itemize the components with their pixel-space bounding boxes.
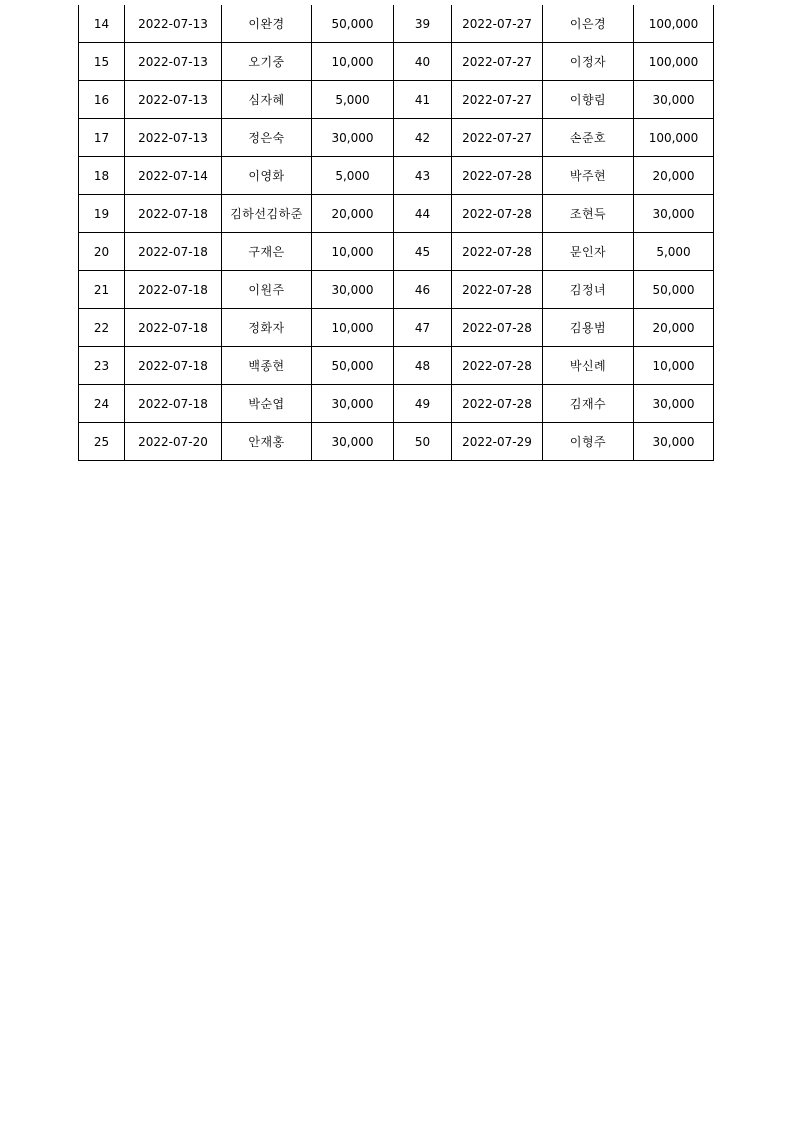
cell-no: 20: [79, 233, 125, 271]
cell-amount: 10,000: [634, 347, 714, 385]
cell-amount: 50,000: [634, 271, 714, 309]
table-row: [79, 233, 714, 271]
cell-no: 15: [79, 43, 125, 81]
cell-date: 2022-07-13: [125, 119, 222, 157]
cell-name: 박주현: [543, 157, 634, 195]
cell-amount: 30,000: [634, 423, 714, 461]
cell-no: 43: [394, 157, 452, 195]
table-row: [79, 423, 714, 461]
cell-no: 16: [79, 81, 125, 119]
cell-no: 49: [394, 385, 452, 423]
cell-amount: 50,000: [312, 5, 394, 43]
cell-date: 2022-07-27: [452, 119, 543, 157]
cell-no: 41: [394, 81, 452, 119]
cell-name: 정화자: [222, 309, 312, 347]
table-row: [79, 43, 714, 81]
table-row: [79, 309, 714, 347]
cell-no: 48: [394, 347, 452, 385]
cell-date: 2022-07-28: [452, 195, 543, 233]
cell-name: 손준호: [543, 119, 634, 157]
cell-date: 2022-07-13: [125, 81, 222, 119]
cell-date: 2022-07-28: [452, 309, 543, 347]
cell-date: 2022-07-28: [452, 271, 543, 309]
cell-no: 23: [79, 347, 125, 385]
cell-amount: 5,000: [312, 157, 394, 195]
cell-name: 이정자: [543, 43, 634, 81]
cell-date: 2022-07-27: [452, 5, 543, 43]
cell-no: 47: [394, 309, 452, 347]
cell-amount: 10,000: [312, 309, 394, 347]
cell-no: 17: [79, 119, 125, 157]
cell-date: 2022-07-18: [125, 233, 222, 271]
cell-name: 구재은: [222, 233, 312, 271]
cell-no: 19: [79, 195, 125, 233]
cell-amount: 10,000: [312, 43, 394, 81]
cell-amount: 5,000: [634, 233, 714, 271]
cell-date: 2022-07-29: [452, 423, 543, 461]
cell-date: 2022-07-27: [452, 81, 543, 119]
cell-date: 2022-07-18: [125, 309, 222, 347]
cell-name: 정은숙: [222, 119, 312, 157]
donation-table: [78, 5, 714, 461]
table-row: [79, 119, 714, 157]
cell-amount: 10,000: [312, 233, 394, 271]
cell-date: 2022-07-28: [452, 347, 543, 385]
cell-date: 2022-07-28: [452, 385, 543, 423]
cell-amount: 20,000: [312, 195, 394, 233]
cell-date: 2022-07-18: [125, 195, 222, 233]
cell-no: 44: [394, 195, 452, 233]
cell-name: 이형주: [543, 423, 634, 461]
cell-amount: 30,000: [312, 385, 394, 423]
cell-name: 백종현: [222, 347, 312, 385]
cell-no: 18: [79, 157, 125, 195]
cell-no: 25: [79, 423, 125, 461]
table-row: [79, 385, 714, 423]
cell-name: 박신례: [543, 347, 634, 385]
cell-amount: 100,000: [634, 5, 714, 43]
cell-amount: 30,000: [312, 423, 394, 461]
cell-no: 22: [79, 309, 125, 347]
cell-name: 김재수: [543, 385, 634, 423]
cell-name: 이향림: [543, 81, 634, 119]
cell-amount: 20,000: [634, 157, 714, 195]
cell-amount: 20,000: [634, 309, 714, 347]
cell-date: 2022-07-14: [125, 157, 222, 195]
cell-no: 21: [79, 271, 125, 309]
cell-name: 이은경: [543, 5, 634, 43]
cell-no: 14: [79, 5, 125, 43]
cell-amount: 30,000: [634, 385, 714, 423]
table-row: [79, 195, 714, 233]
cell-amount: 30,000: [634, 195, 714, 233]
cell-name: 김용범: [543, 309, 634, 347]
cell-date: 2022-07-28: [452, 233, 543, 271]
cell-amount: 5,000: [312, 81, 394, 119]
cell-no: 50: [394, 423, 452, 461]
cell-date: 2022-07-27: [452, 43, 543, 81]
cell-name: 안재홍: [222, 423, 312, 461]
cell-no: 46: [394, 271, 452, 309]
cell-name: 조현득: [543, 195, 634, 233]
cell-date: 2022-07-20: [125, 423, 222, 461]
cell-date: 2022-07-13: [125, 5, 222, 43]
cell-date: 2022-07-18: [125, 347, 222, 385]
table-row: [79, 347, 714, 385]
cell-no: 45: [394, 233, 452, 271]
cell-name: 김하선김하준: [222, 195, 312, 233]
table-row: [79, 157, 714, 195]
cell-amount: 30,000: [312, 119, 394, 157]
cell-date: 2022-07-28: [452, 157, 543, 195]
cell-amount: 30,000: [312, 271, 394, 309]
cell-no: 24: [79, 385, 125, 423]
cell-amount: 100,000: [634, 119, 714, 157]
table-row: [79, 81, 714, 119]
table-row: [79, 271, 714, 309]
cell-name: 박순엽: [222, 385, 312, 423]
cell-date: 2022-07-13: [125, 43, 222, 81]
table-row: [79, 5, 714, 43]
cell-amount: 30,000: [634, 81, 714, 119]
cell-no: 39: [394, 5, 452, 43]
cell-name: 이영화: [222, 157, 312, 195]
cell-name: 오기중: [222, 43, 312, 81]
cell-no: 42: [394, 119, 452, 157]
table-body: [79, 5, 714, 461]
cell-date: 2022-07-18: [125, 271, 222, 309]
cell-name: 김정녀: [543, 271, 634, 309]
cell-date: 2022-07-18: [125, 385, 222, 423]
cell-name: 문인자: [543, 233, 634, 271]
cell-amount: 50,000: [312, 347, 394, 385]
cell-name: 이원주: [222, 271, 312, 309]
cell-name: 이완경: [222, 5, 312, 43]
cell-amount: 100,000: [634, 43, 714, 81]
cell-name: 심자혜: [222, 81, 312, 119]
cell-no: 40: [394, 43, 452, 81]
